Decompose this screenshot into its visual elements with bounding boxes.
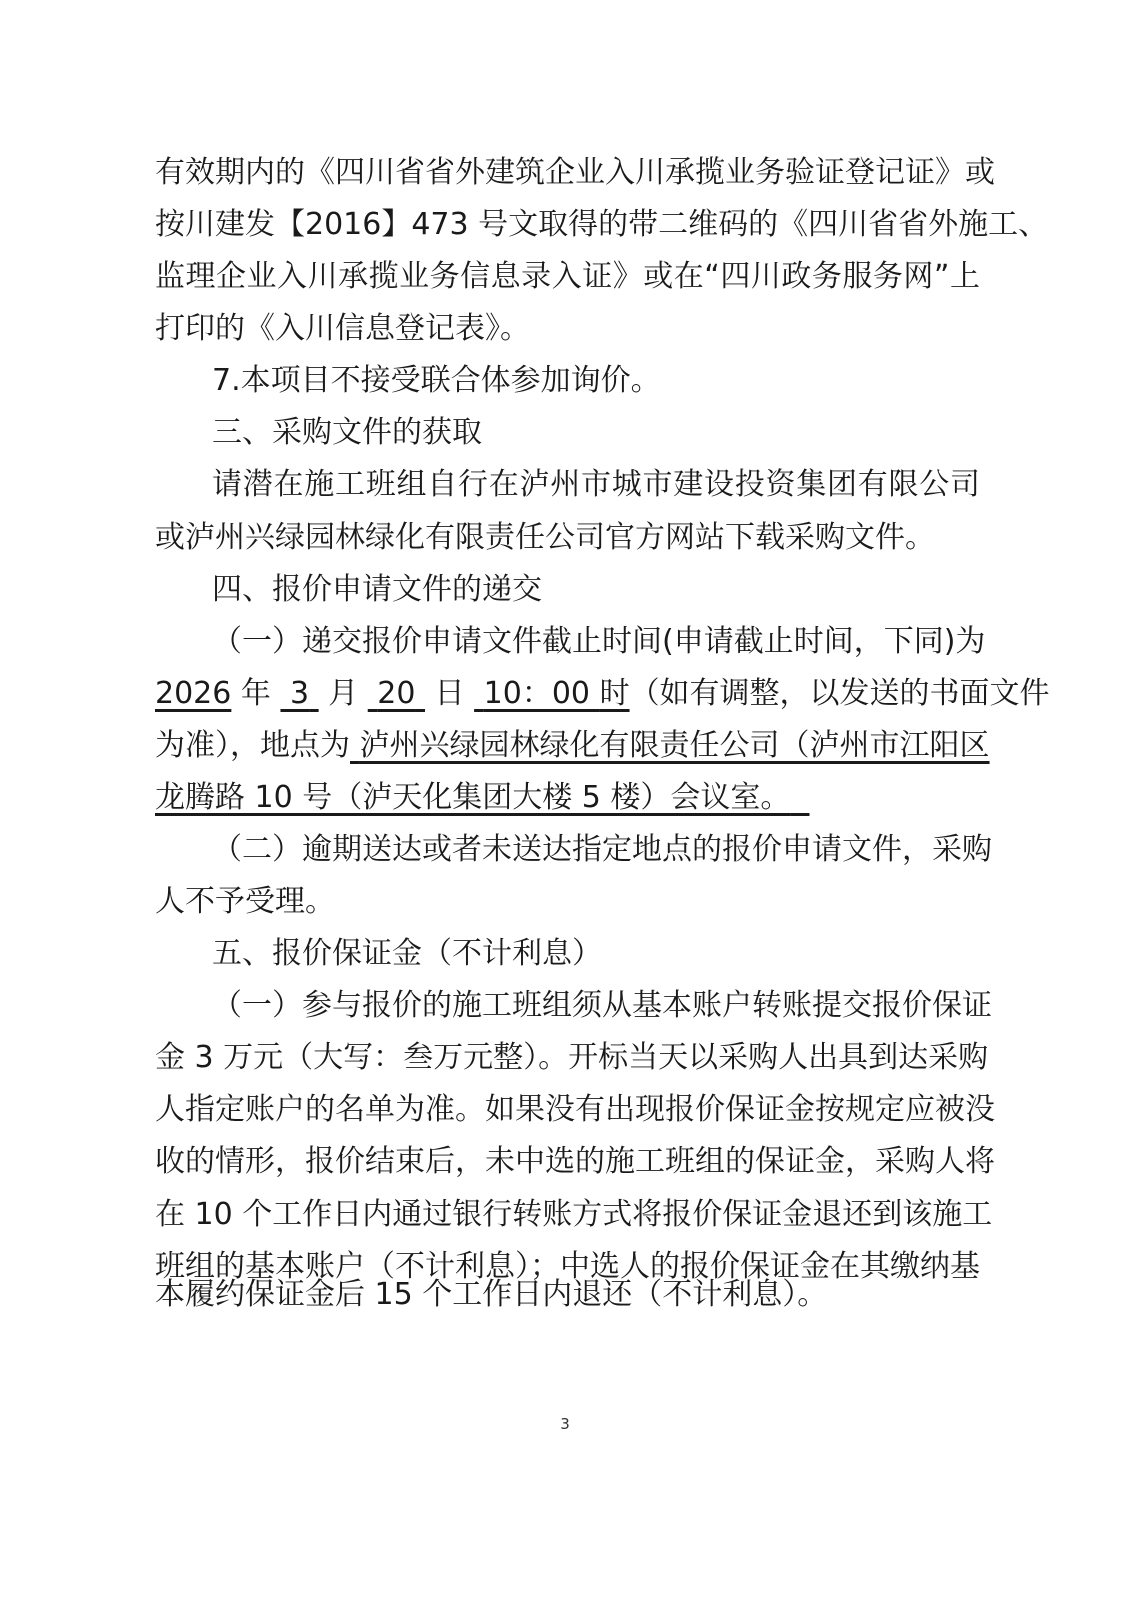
place-line-cont (155, 780, 980, 820)
page-number: 3 (560, 1415, 570, 1433)
body-line: 人不予受理。 (155, 884, 335, 920)
deadline-month-unit: 月 (328, 675, 359, 711)
body-line: 班组的基本账户（不计利息）；中选人的报价保证金在其缴纳基 (155, 1248, 980, 1284)
body-line: 打印的《入川信息登记表》。 (155, 311, 530, 347)
deadline-day: 20 (377, 675, 416, 711)
body-line: （二）逾期送达或者未送达指定地点的报价申请文件，采购 (212, 831, 992, 867)
place-label: 为准），地点为 (155, 727, 350, 763)
deadline-line (155, 675, 1050, 716)
section-heading: 三、采购文件的获取 (212, 415, 482, 451)
deadline-time: 10：00 时 (483, 675, 630, 711)
deadline-month: 3 (290, 675, 310, 711)
deadline-year: 2026 (155, 675, 232, 711)
body-line: 金 3 万元（大写：叁万元整）。开标当天以采购人出具到达采购 (155, 1040, 989, 1076)
body-line: 在 10 个工作日内通过银行转账方式将报价保证金退还到该施工 (155, 1196, 993, 1232)
section-heading: 四、报价申请文件的递交 (212, 571, 542, 607)
body-line: 请潜在施工班组自行在泸州市城市建设投资集团有限公司 (212, 467, 980, 503)
place-value-cont: 龙腾路 10 号（泸天化集团大楼 5 楼）会议室。 (155, 779, 791, 815)
body-line: 7.本项目不接受联合体参加询价。 (212, 363, 661, 399)
body-line: 本履约保证金后 15 个工作日内退还（不计利息）。 (155, 1276, 828, 1312)
body-line: 收的情形，报价结束后，未中选的施工班组的保证金，采购人将 (155, 1144, 995, 1180)
body-line: （一）参与报价的施工班组须从基本账户转账提交报价保证 (212, 988, 992, 1024)
place-value: 泸州兴绿园林绿化有限责任公司（泸州市江阳区 (359, 727, 990, 763)
deadline-note: （如有调整，以发送的书面文件 (629, 675, 1050, 711)
body-line: 按川建发【2016】473 号文取得的带二维码的《四川省省外施工、 (155, 207, 1049, 243)
body-line: 或泸州兴绿园林绿化有限责任公司官方网站下载采购文件。 (155, 519, 935, 555)
body-line: 有效期内的《四川省省外建筑企业入川承揽业务验证登记证》或 (155, 154, 995, 190)
deadline-year-unit: 年 (240, 675, 271, 711)
place-line (155, 727, 990, 768)
body-line: 监理企业入川承揽业务信息录入证》或在“四川政务服务网”上 (155, 259, 980, 295)
body-line: （一）递交报价申请文件截止时间(申请截止时间，下同)为 (212, 623, 986, 659)
deadline-day-unit: 日 (434, 675, 465, 711)
section-heading: 五、报价保证金（不计利息） (212, 936, 602, 972)
body-line: 人指定账户的名单为准。如果没有出现报价保证金按规定应被没 (155, 1092, 995, 1128)
